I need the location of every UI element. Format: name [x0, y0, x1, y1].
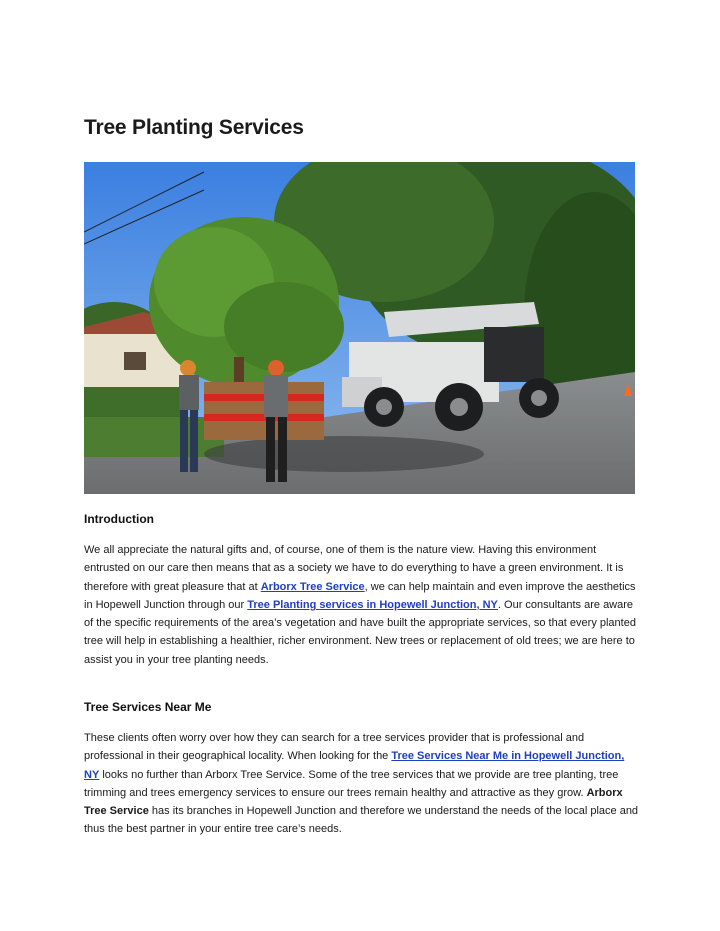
tree-planting-photo: [84, 162, 635, 494]
near-text-2: looks no further than Arborx Tree Service. Some of the tree services that we provide are tree planting, tree trimming and trees emergency services to ensure our trees remain healthy and attractive as they grow.: [84, 768, 619, 799]
page-title: Tree Planting Services: [84, 116, 304, 139]
tree-services-near-me-link[interactable]: Tree Services Near Me in Hopewell Junction, NY: [84, 750, 625, 781]
tree-services-near-me-paragraph: [84, 729, 640, 839]
near-text-3: has its branches in Hopewell Junction and therefore we understand the needs of the local place and thus the best partner in your entire tree care’s needs.: [84, 805, 639, 836]
near-text-1: These clients often worry over how they can search for a tree services provider that is professional and professional in their geographical locality. When looking for the: [84, 732, 585, 763]
intro-text-1: We all appreciate the natural gifts and, of course, one of them is the nature view. Having this environment entrusted on our care then means that as a society we have to do everything to have a green environment. It is therefore with great pleasure that at: [84, 544, 624, 593]
arborx-bold-name: Arborx Tree Service: [84, 786, 623, 818]
photo-illustration-icon: [84, 162, 635, 494]
introduction-paragraph: [84, 541, 640, 669]
intro-text-3: . Our consultants are aware of the specific requirements of the area’s vegetation and have built the appropriate services, so that every planted tree will help in establishing a healthier, richer environment. New trees or replacement of old trees; we are here to assist you in your tree planting needs.: [84, 598, 636, 666]
introduction-heading: Introduction: [84, 512, 154, 526]
tree-services-near-me-heading: Tree Services Near Me: [84, 700, 212, 714]
arborx-tree-service-link[interactable]: Arborx Tree Service: [260, 580, 365, 593]
tree-planting-services-link[interactable]: Tree Planting services in Hopewell Junction, NY: [247, 598, 498, 611]
intro-text-2: , we can help maintain and even improve the aesthetics in Hopewell Junction through our: [84, 580, 636, 611]
